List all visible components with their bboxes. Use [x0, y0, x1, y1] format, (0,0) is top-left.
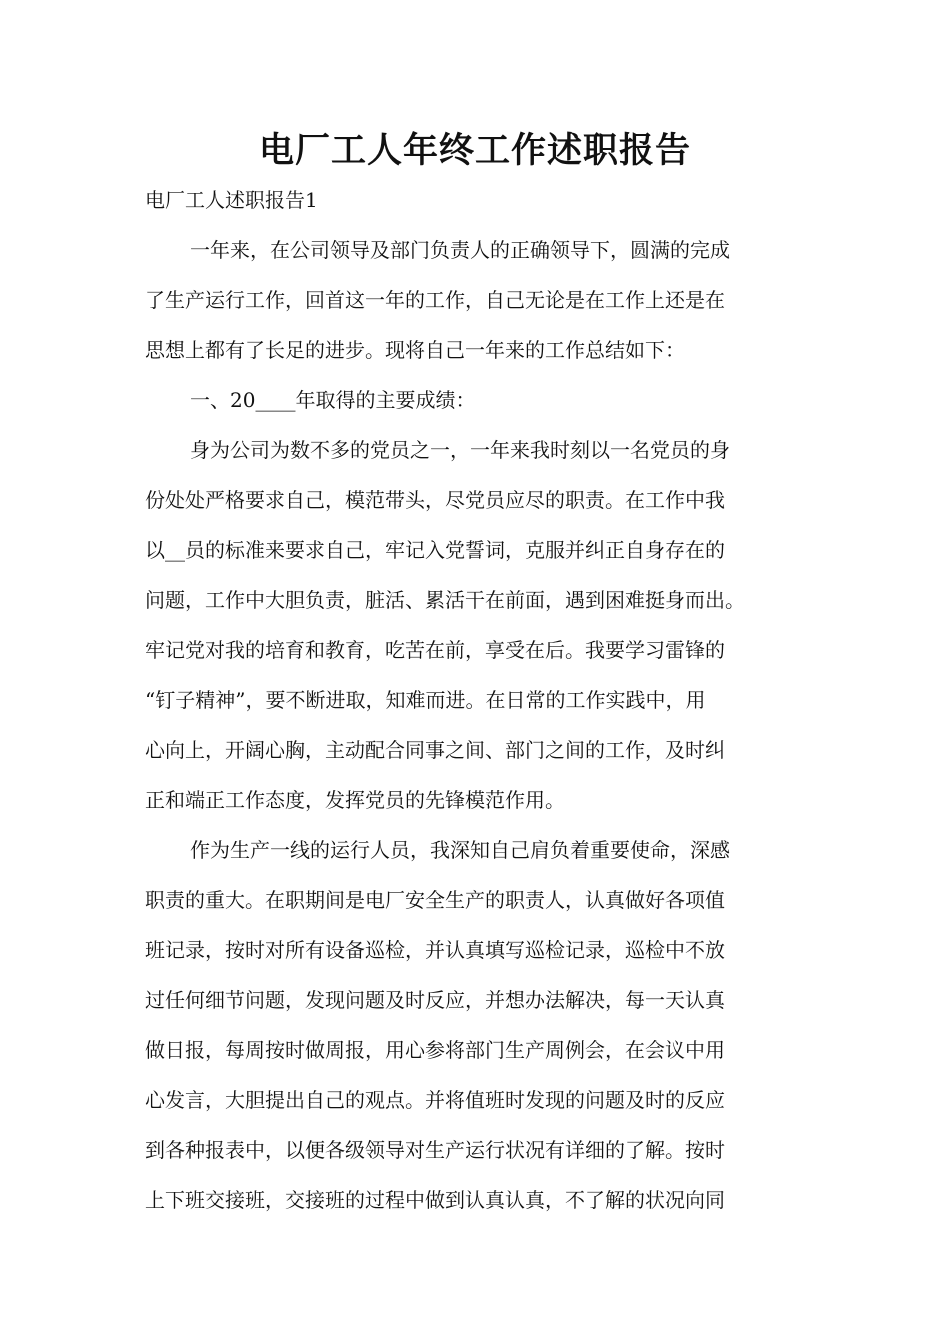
section-heading: 一、20____年取得的主要成绩： [190, 388, 476, 412]
paragraph-line: 上下班交接班，交接班的过程中做到认真认真，不了解的状况向同 [145, 1188, 725, 1212]
paragraph-line: 份处处严格要求自己，模范带头，尽党员应尽的职责。在工作中我 [145, 488, 725, 512]
paragraph-line: 心向上，开阔心胸，主动配合同事之间、部门之间的工作，及时纠 [145, 738, 725, 762]
paragraph-line: 作为生产一线的运行人员，我深知自己肩负着重要使命，深感 [190, 838, 730, 862]
paragraph-line: 班记录，按时对所有设备巡检，并认真填写巡检记录，巡检中不放 [145, 938, 725, 962]
paragraph-line: 以__员的标准来要求自己，牢记入党誓词，克服并纠正自身存在的 [145, 538, 725, 562]
document-title: 电厂工人年终工作述职报告 [258, 130, 691, 171]
paragraph-line: 问题，工作中大胆负责，脏活、累活干在前面，遇到困难挺身而出。 [145, 588, 745, 612]
paragraph-line: 了生产运行工作，回首这一年的工作，自己无论是在工作上还是在 [145, 288, 725, 312]
paragraph-line: 思想上都有了长足的进步。现将自己一年来的工作总结如下： [145, 338, 685, 362]
paragraph-line: 牢记党对我的培育和教育，吃苦在前，享受在后。我要学习雷锋的 [145, 638, 725, 662]
paragraph-line: 一年来，在公司领导及部门负责人的正确领导下，圆满的完成 [190, 238, 730, 262]
paragraph-line: 过任何细节问题，发现问题及时反应，并想办法解决，每一天认真 [145, 988, 725, 1012]
paragraph-line: 正和端正工作态度，发挥党员的先锋模范作用。 [145, 788, 565, 812]
paragraph-line: 做日报，每周按时做周报，用心参将部门生产周例会，在会议中用 [145, 1038, 725, 1062]
paragraph-line: “钉子精神”，要不断进取，知难而进。在日常的工作实践中，用 [145, 688, 706, 712]
paragraph-line: 职责的重大。在职期间是电厂安全生产的职责人，认真做好各项值 [145, 888, 725, 912]
paragraph-line: 身为公司为数不多的党员之一，一年来我时刻以一名党员的身 [190, 438, 730, 462]
document-subtitle: 电厂工人述职报告1 [145, 188, 318, 212]
paragraph-line: 到各种报表中，以便各级领导对生产运行状况有详细的了解。按时 [145, 1138, 725, 1162]
paragraph-line: 心发言，大胆提出自己的观点。并将值班时发现的问题及时的反应 [145, 1088, 725, 1112]
